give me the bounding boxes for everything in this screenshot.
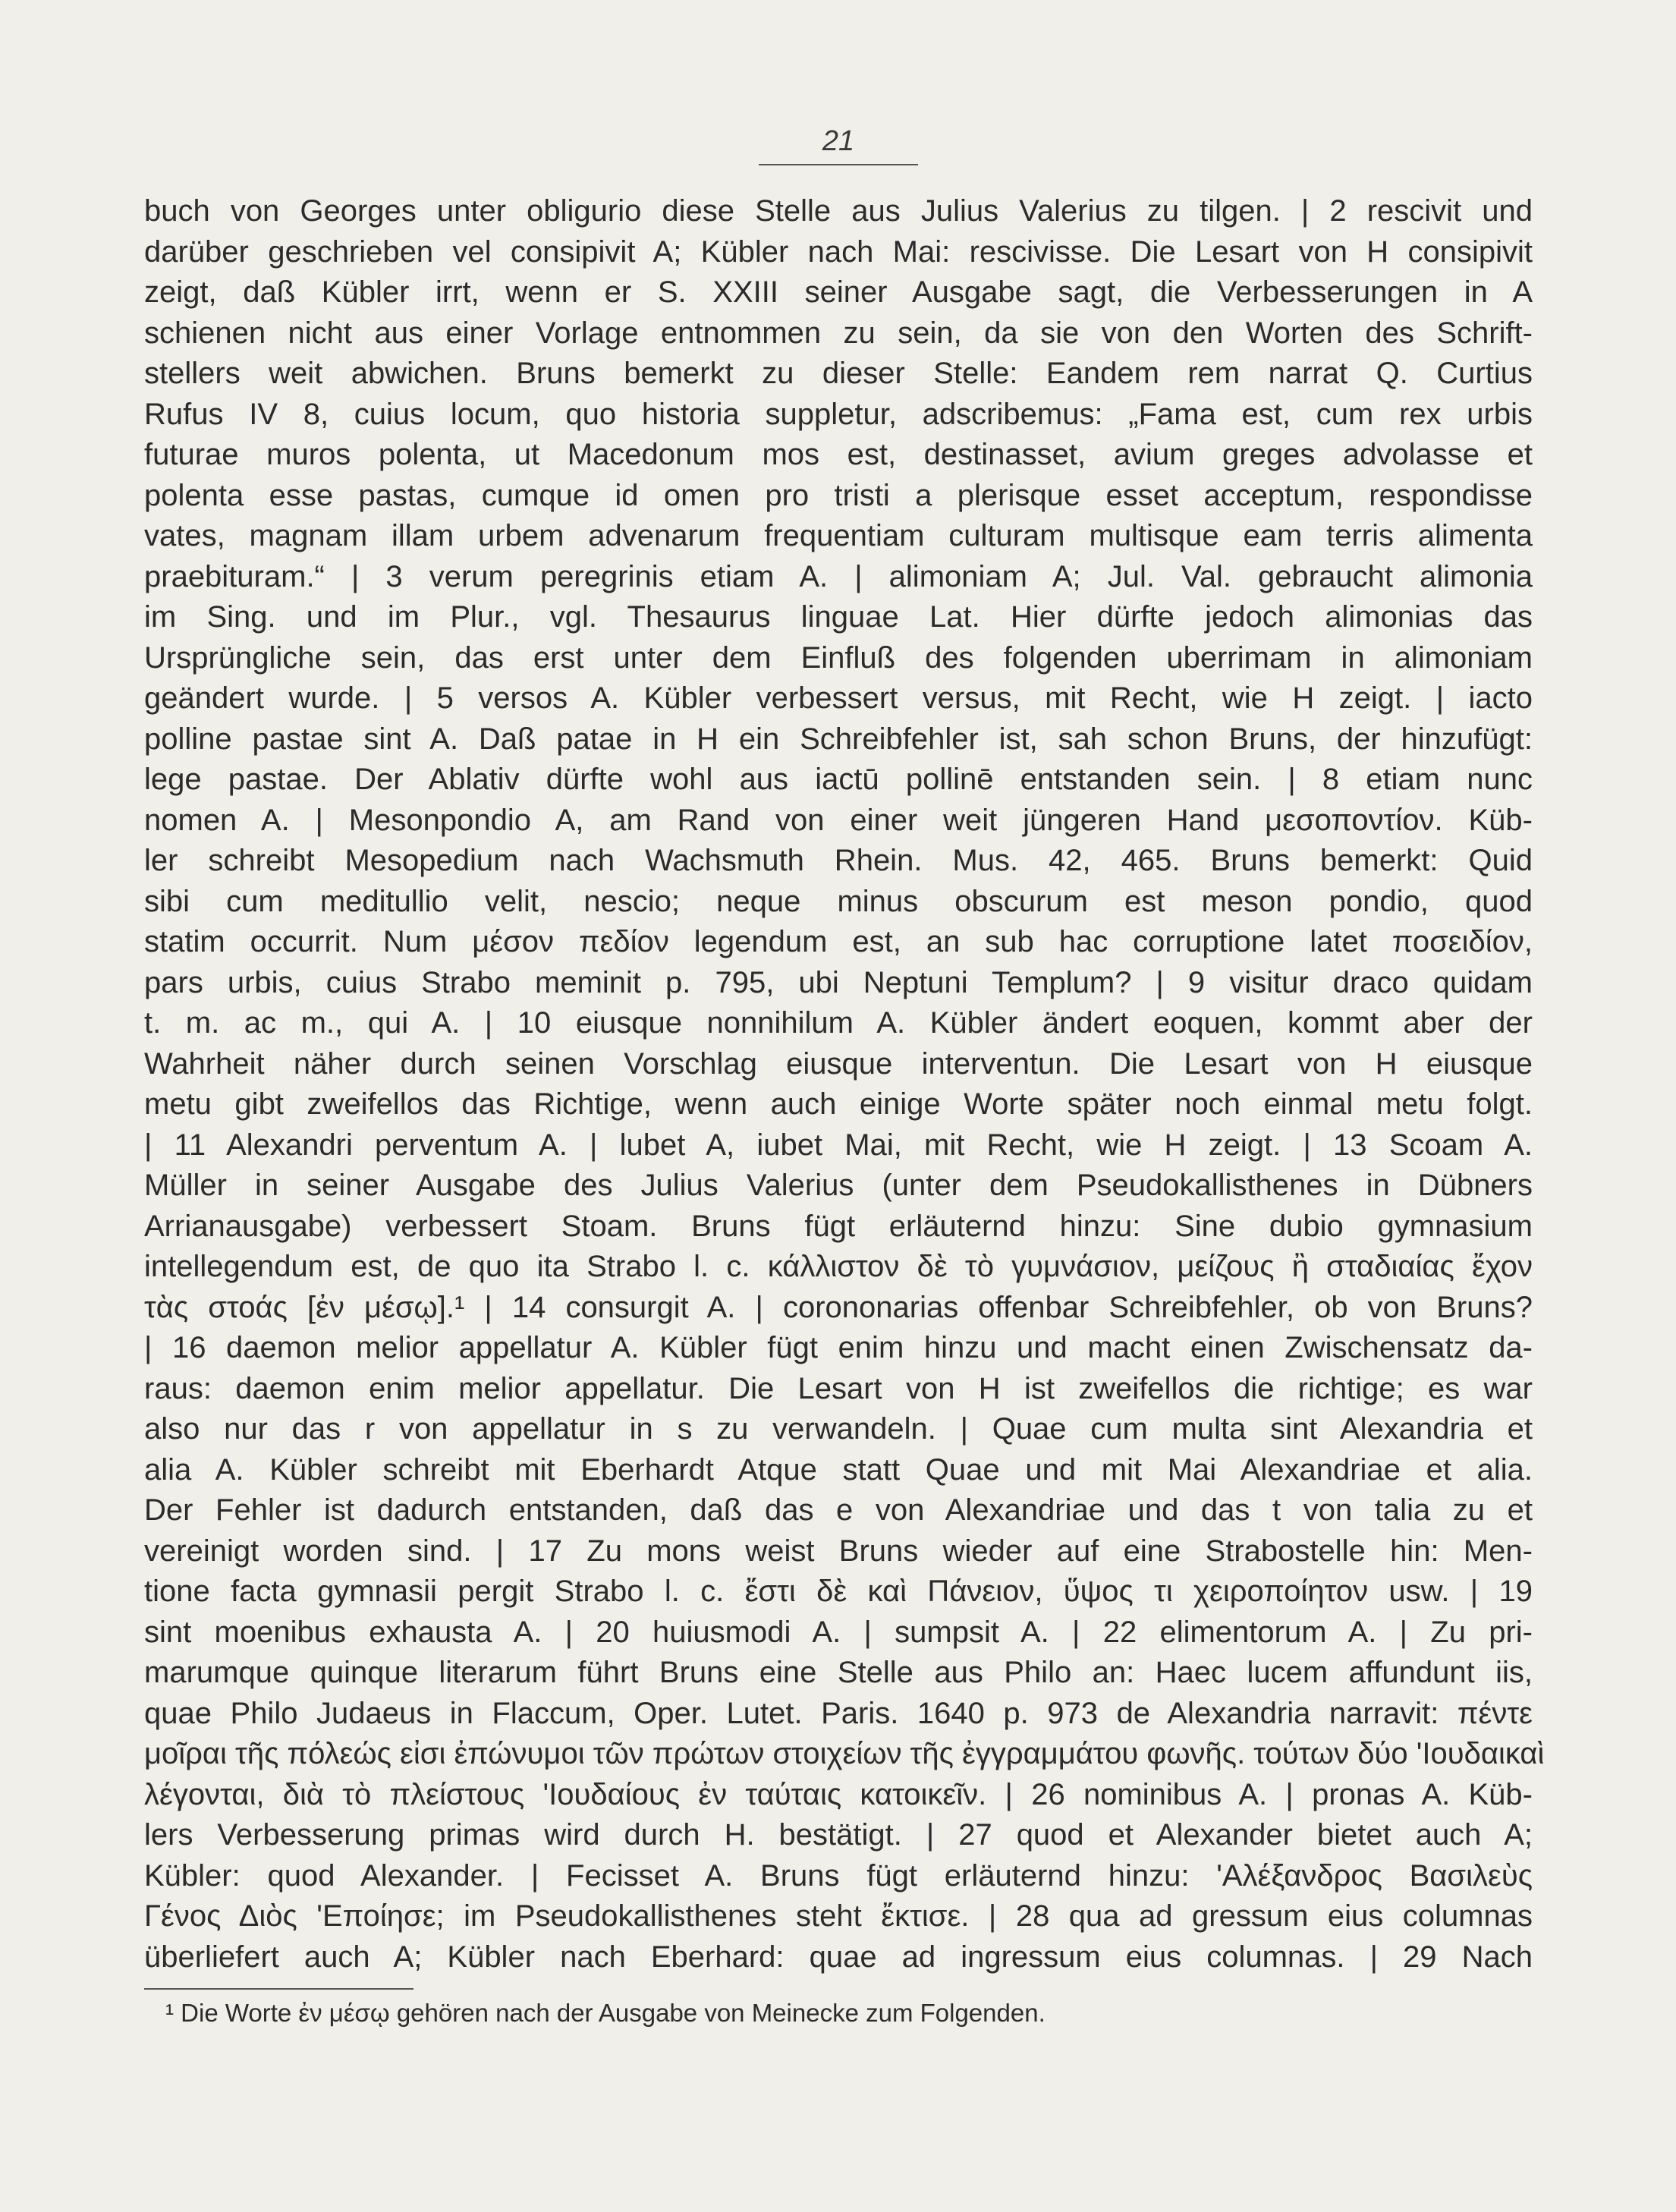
text-line: im Sing. und im Plur., vgl. Thesaurus linguae Lat. Hier dürfte jedoch alimonias das	[144, 600, 1533, 634]
text-line: | 11 Alexandri perventum A. | lubet A, iubet Mai, mit Recht, wie H zeigt. | 13 Scoam A.	[144, 1128, 1533, 1162]
text-line: | 16 daemon melior appellatur A. Kübler fügt enim hinzu und macht einen Zwischensatz da-	[144, 1331, 1533, 1364]
text-line: τὰς στοάς [ἐν μέσῳ].¹ | 14 consurgit A. | corononarias offenbar Schreibfehler, ob von Bruns?	[144, 1290, 1533, 1324]
text-line: quae Philo Judaeus in Flaccum, Oper. Lutet. Paris. 1640 p. 973 de Alexandria narravit: πέντε	[144, 1696, 1533, 1730]
text-line: alia A. Kübler schreibt mit Eberhardt Atque statt Quae und mit Mai Alexandriae et alia.	[144, 1452, 1533, 1487]
text-line: vereinigt worden sind. | 17 Zu mons weist Bruns wieder auf eine Strabostelle hin: Men-	[144, 1534, 1533, 1568]
text-line: Γένος Διὸς 'Εποίησε; im Pseudokallisthenes steht ἔκτισε. | 28 qua ad gressum eius columnas	[144, 1899, 1533, 1933]
text-line: schienen nicht aus einer Vorlage entnommen zu sein, da sie von den Worten des Schrift-	[144, 316, 1533, 350]
text-line: zeigt, daß Kübler irrt, wenn er S. XXIII seiner Ausgabe sagt, die Verbesserungen in A	[144, 275, 1533, 309]
text-line: polline pastae sint A. Daß patae in H ein Schreibfehler ist, sah schon Bruns, der hinzufügt:	[144, 722, 1533, 756]
text-line: Müller in seiner Ausgabe des Julius Valerius (unter dem Pseudokallisthenes in Dübners	[144, 1169, 1533, 1202]
text-line: überliefert auch A; Kübler nach Eberhard: quae ad ingressum eius columnas. | 29 Nach	[144, 1940, 1533, 1974]
text-line: ler schreibt Mesopedium nach Wachsmuth Rhein. Mus. 42, 465. Bruns bemerkt: Quid	[144, 844, 1533, 877]
text-line: metu gibt zweifellos das Richtige, wenn auch einige Worte später noch einmal metu folgt.	[144, 1087, 1533, 1121]
footnote: ¹ Die Worte ἐν μέσῳ gehören nach der Ausgabe von Meinecke zum Folgenden.	[165, 1999, 1046, 2027]
text-line: Wahrheit näher durch seinen Vorschlag eiusque interventun. Die Lesart von H eiusque	[144, 1046, 1533, 1081]
text-line: polenta esse pastas, cumque id omen pro tristi a plerisque esset acceptum, respondisse	[144, 478, 1533, 512]
text-line: marumque quinque literarum führt Bruns eine Stelle aus Philo an: Haec lucem affundunt iis,	[144, 1656, 1533, 1689]
text-line: vates, magnam illam urbem advenarum frequentiam culturam multisque eam terris alimenta	[144, 519, 1533, 552]
text-line: sibi cum meditullio velit, nescio; neque minus obscurum est meson pondio, quod	[144, 884, 1533, 918]
text-line: also nur das r von appellatur in s zu verwandeln. | Quae cum multa sint Alexandria et	[144, 1412, 1533, 1446]
text-line: raus: daemon enim melior appellatur. Die Lesart von H ist zweifellos die richtige; es war	[144, 1371, 1533, 1405]
text-line: Ursprüngliche sein, das erst unter dem Einfluß des folgenden uberrimam in alimoniam	[144, 640, 1533, 675]
text-line: intellegendum est, de quo ita Strabo l. c. κάλλιστον δὲ τὸ γυμνάσιον, μείζους ἢ σταδιαίας ἔχον	[144, 1250, 1533, 1283]
text-line: sint moenibus exhausta A. | 20 huiusmodi A. | sumpsit A. | 22 elimentorum A. | Zu pri-	[144, 1615, 1533, 1649]
text-line: Arrianausgabe) verbessert Stoam. Bruns fügt erläuternd hinzu: Sine dubio gymnasium	[144, 1209, 1533, 1243]
text-line: λέγονται, διὰ τὸ πλείστους 'Ιουδαίους ἐν ταύταις κατοικεῖν. | 26 nominibus A. | pronas A. Küb-	[144, 1777, 1533, 1811]
text-line: geändert wurde. | 5 versos A. Kübler verbessert versus, mit Recht, wie H zeigt. | iacto	[144, 681, 1533, 715]
footnote-rule	[144, 1988, 413, 1990]
text-line: darüber geschrieben vel consipivit A; Kübler nach Mai: rescivisse. Die Lesart von H consipivit	[144, 234, 1533, 269]
text-line: stellers weit abwichen. Bruns bemerkt zu dieser Stelle: Eandem rem narrat Q. Curtius	[144, 357, 1533, 390]
text-line: buch von Georges unter obligurio diese Stelle aus Julius Valerius zu tilgen. | 2 rescivit und	[144, 194, 1533, 228]
text-line: lege pastae. Der Ablativ dürfte wohl aus iactū pollinē entstanden sein. | 8 etiam nunc	[144, 763, 1533, 796]
text-line: futurae muros polenta, ut Macedonum mos est, destinasset, avium greges advolasse et	[144, 438, 1533, 471]
header-rule	[759, 164, 918, 165]
text-line: nomen A. | Mesonpondio A, am Rand von einer weit jüngeren Hand μεσοποντίον. Küb-	[144, 803, 1533, 837]
text-line: Kübler: quod Alexander. | Fecisset A. Bruns fügt erläuternd hinzu: 'Αλέξανδρος Βασιλεὺς	[144, 1858, 1533, 1893]
text-line: μοῖραι τῆς πόλεώς εἰσι ἐπώνυμοι τῶν πρώτων στοιχείων τῆς ἐγγραμμάτου φωνῆς. τούτων δύο 'Ιουδαικαὶ	[144, 1737, 1545, 1770]
text-line: t. m. ac m., qui A. | 10 eiusque nonnihilum A. Kübler ändert eoquen, kommt aber der	[144, 1006, 1533, 1040]
text-line: Der Fehler ist dadurch entstanden, daß das e von Alexandriae und das t von talia zu et	[144, 1493, 1533, 1527]
text-line: Rufus IV 8, cuius locum, quo historia suppletur, adscribemus: „Fama est, cum rex urbis	[144, 397, 1533, 431]
body-text	[144, 191, 1545, 1978]
text-line: statim occurrit. Num μέσον πεδίον legendum est, an sub hac corruptione latet ποσειδίον,	[144, 925, 1533, 958]
text-line: tione facta gymnasii pergit Strabo l. c. ἔστι δὲ καὶ Πάνειον, ὕψος τι χειροποίητον usw. | 19	[144, 1575, 1533, 1608]
text-line: lers Verbesserung primas wird durch H. bestätigt. | 27 quod et Alexander bietet auch A;	[144, 1818, 1533, 1852]
page-number: 21	[822, 125, 855, 157]
text-line: pars urbis, cuius Strabo meminit p. 795, ubi Neptuni Templum? | 9 visitur draco quidam	[144, 965, 1533, 999]
text-line: praebituram.“ | 3 verum peregrinis etiam A. | alimoniam A; Jul. Val. gebraucht alimonia	[144, 559, 1533, 593]
